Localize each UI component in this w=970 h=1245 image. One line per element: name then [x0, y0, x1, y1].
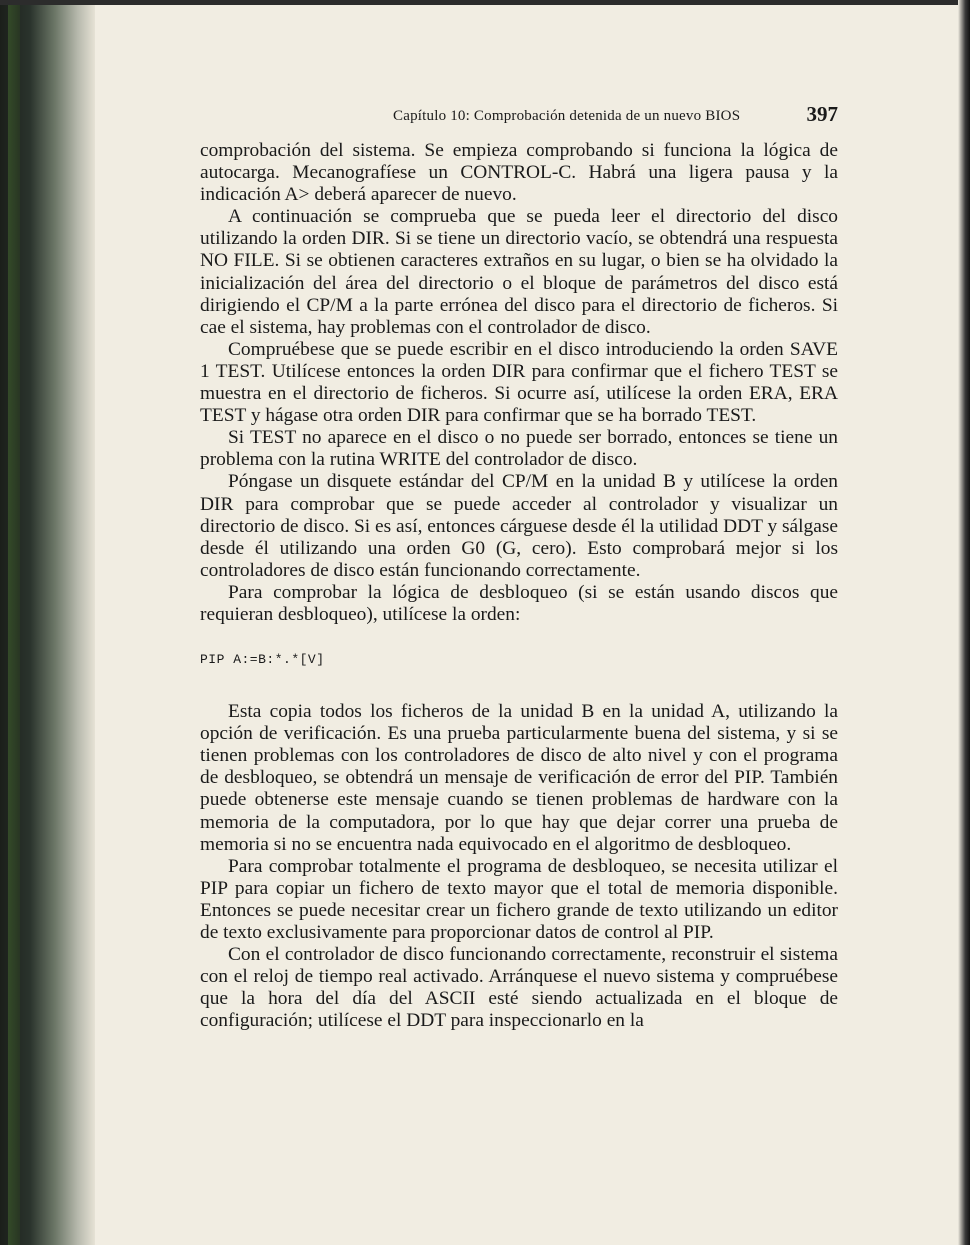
paragraph: Si TEST no aparece en el disco o no puede ser borrado, entonces se tiene un problema con la rutina WRITE del controlador de disco. [200, 427, 838, 471]
running-head [200, 100, 838, 140]
page-number: 397 [806, 102, 838, 126]
chapter-title: Capítulo 10: Comprobación detenida de un nuevo BIOS [393, 108, 741, 124]
paragraph: Para comprobar la lógica de desbloqueo (si se están usando discos que requieran desbloqueo), utilícese la orden: [200, 581, 838, 625]
page-content [200, 100, 838, 1032]
paragraph: comprobación del sistema. Se empieza comprobando si funciona la lógica de autocarga. Mecanografíese un CONTROL-C. Habrá una ligera pausa y la indicación A> deberá aparecer de nuevo. [200, 140, 838, 206]
binding-stripe [8, 0, 20, 1245]
right-edge [958, 0, 970, 1245]
body-text [200, 140, 838, 1032]
paragraph: Para comprobar totalmente el programa de desbloqueo, se necesita utilizar el PIP para copiar un fichero de texto mayor que el total de memoria disponible. Entonces se puede necesitar crear un fichero grande de texto utilizando un editor de texto exclusivamente para proporcionar datos de control al PIP. [200, 855, 838, 943]
paragraph: A continuación se comprueba que se pueda leer el directorio del disco utilizando la orden DIR. Si se tiene un directorio vacío, se obtendrá una respuesta NO FILE. Si se obtienen caracteres extraños en su lugar, o bien se ha olvidado la inicialización del área del directorio o el bloque de parámetros del disco está dirigiendo el CP/M a la parte errónea del disco para el directorio de ficheros. Si cae el sistema, hay problemas con el controlador de disco. [200, 206, 838, 338]
paragraph: Compruébese que se puede escribir en el disco introduciendo la orden SAVE 1 TEST. Utilícese entonces la orden DIR para confirmar que el fichero TEST se muestra en el directorio de ficheros. Si ocurre así, utilícese la orden ERA, ERA TEST y hágase otra orden DIR para confirmar que se ha borrado TEST. [200, 338, 838, 427]
code-command: PIP A:=B:*.*[V] [200, 652, 325, 668]
paragraph: Con el controlador de disco funcionando correctamente, reconstruir el sistema con el reloj de tiempo real activado. Arránquese el nuevo sistema y compruébese que la hora del día del ASCII esté siendo actualizada en el bloque de configuración; utilícese el DDT para inspeccionarlo en la [200, 944, 838, 1032]
paragraph: Póngase un disquete estándar del CP/M en la unidad B y utilícese la orden DIR para comprobar que se puede acceder al controlador y visualizar un directorio de disco. Si es así, entonces cárguese desde él la utilidad DDT y sálgase desde él utilizando una orden G0 (G, cero). Esto comprobará mejor si los controladores de disco están funcionando correctamente. [200, 471, 838, 581]
top-edge [0, 0, 970, 5]
paragraph: Esta copia todos los ficheros de la unidad B en la unidad A, utilizando la opción de verificación. Es una prueba particularmente buena del sistema, y si se tienen problemas con los controladores de disco de alto nivel y con el programa de desbloqueo, se obtendrá un mensaje de verificación de error del PIP. También puede obtenerse este mensaje cuando se tienen problemas de hardware con la memoria de la computadora, por lo que hay que dejar correr una prueba de memoria si no se encuentra nada equivocado en el algoritmo de desbloqueo. [200, 701, 838, 855]
